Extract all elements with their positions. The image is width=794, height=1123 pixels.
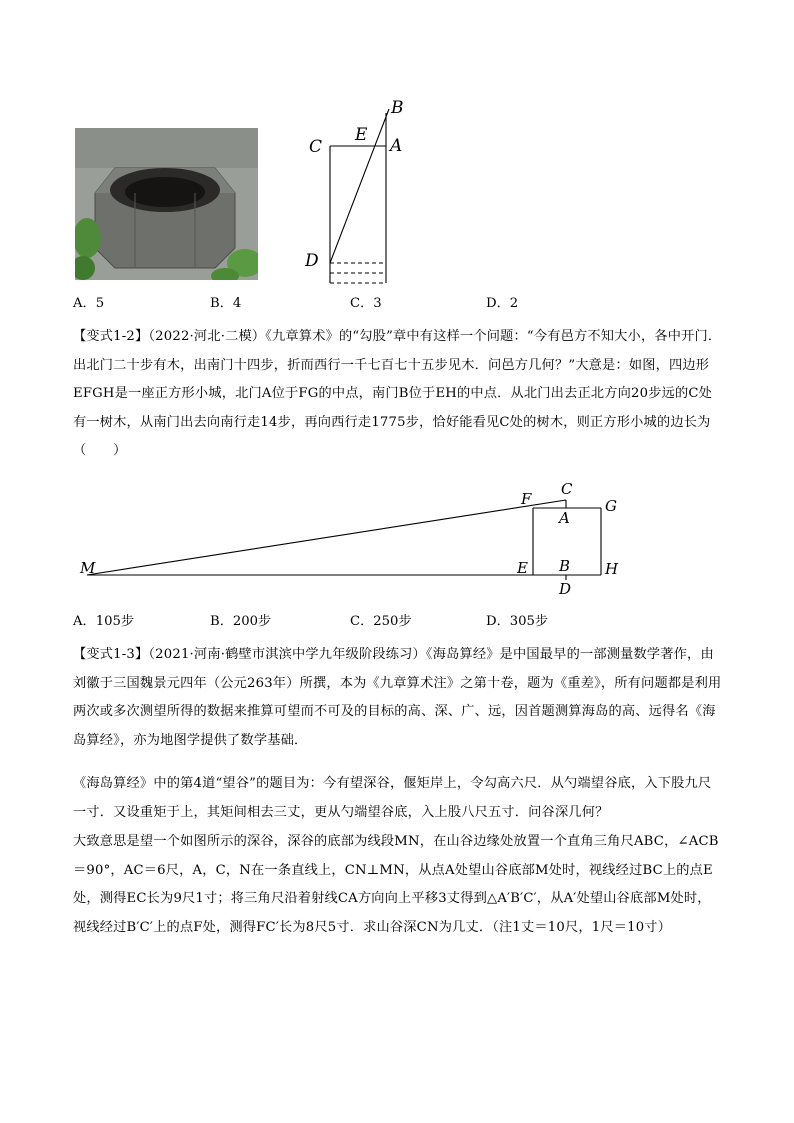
problem-1-3-question: 《海岛算经》中的第4道“望谷”的题目为：今有望深谷，偃矩岸上，令勾高六尺．从勺端望谷底，入下股九尺一寸．又设重矩于上，其矩间相去三丈，更从勺端望谷底，入上股八尺五寸．问谷深几何？ — [73, 776, 712, 820]
figure1-diagram — [300, 95, 420, 290]
option-1-d[interactable]: D．2 — [486, 296, 519, 311]
option-1-c[interactable]: C．3 — [350, 296, 382, 311]
option-2-c[interactable]: C．250步 — [350, 614, 412, 629]
label-D: D — [305, 251, 319, 271]
option-1-a[interactable]: A．5 — [73, 296, 105, 311]
label-D2: D — [559, 580, 572, 598]
label-B2: B — [559, 557, 571, 575]
options-1 — [73, 292, 723, 312]
label-F: F — [521, 490, 532, 508]
label-M: M — [80, 559, 96, 577]
figure2-diagram — [75, 478, 635, 600]
option-2-a[interactable]: A．105步 — [73, 614, 135, 629]
label-C: C — [309, 137, 323, 157]
well-photo — [75, 128, 258, 280]
label-E: E — [355, 125, 368, 145]
label-E2: E — [517, 559, 528, 577]
label-A: A — [390, 136, 403, 156]
label-G: G — [605, 497, 617, 515]
option-1-b[interactable]: B．4 — [210, 296, 242, 311]
label-A2: A — [559, 509, 570, 527]
problem-1-3-intro: 【变式1-3】（2021·河南·鹤壁市淇滨中学九年级阶段练习）《海岛算经》是中国最早的一部测量数学著作，由刘徽于三国魏景元四年（公元263年）所撰，本为《九章算术注》之第十卷，题为《重差》，所有问题都是利用两次或多次测望所得的数据来推算可望而不可及的目标的高、深、广、远，因首题测算海岛的高、远得名《海岛算经》，亦为地图学提供了数学基础． — [73, 647, 722, 748]
label-B: B — [391, 98, 404, 118]
label-C2: C — [561, 480, 573, 498]
problem-1-3-explanation: 大致意思是望一个如图所示的深谷，深谷的底部为线段MN，在山谷边缘处放置一个直角三角尺ABC，∠ACB＝90°，AC＝6尺，A，C，N在一条直线上，CN⊥MN，从点A处望山谷底部M处时，视线经过BC上的点E处，测得EC长为9尺1寸；将三角尺沿着射线CA方向向上平移3丈得到△A′B′C′，从A′处望山谷底部M处时，视线经过B′C′上的点F处，测得FC′长为8尺5寸．求山谷深CN为几丈．（注1丈＝10尺，1尺＝10寸） — [73, 834, 719, 935]
label-H: H — [605, 560, 619, 578]
option-2-d[interactable]: D．305步 — [486, 614, 549, 629]
options-2 — [73, 610, 723, 630]
option-2-b[interactable]: B．200步 — [210, 614, 272, 629]
problem-1-2-text: 【变式1-2】（2022·河北·二模）《九章算术》的“勾股”章中有这样一个问题：“今有邑方不知大小，各中开门．出北门二十步有木，出南门十四步，折而西行一千七百七十五步见木．问邑方几何？”大意是：如图，四边形EFGH是一座正方形小城，北门A位于FG的中点，南门B位于EH的中点．从北门出去正北方向20步远的C处有一树木，从南门出去向南行走14步，再向西行走1775步，恰好能看见C处的树木，则正方形小城的边长为（ ） — [73, 329, 722, 458]
well-photo-image — [75, 128, 258, 280]
